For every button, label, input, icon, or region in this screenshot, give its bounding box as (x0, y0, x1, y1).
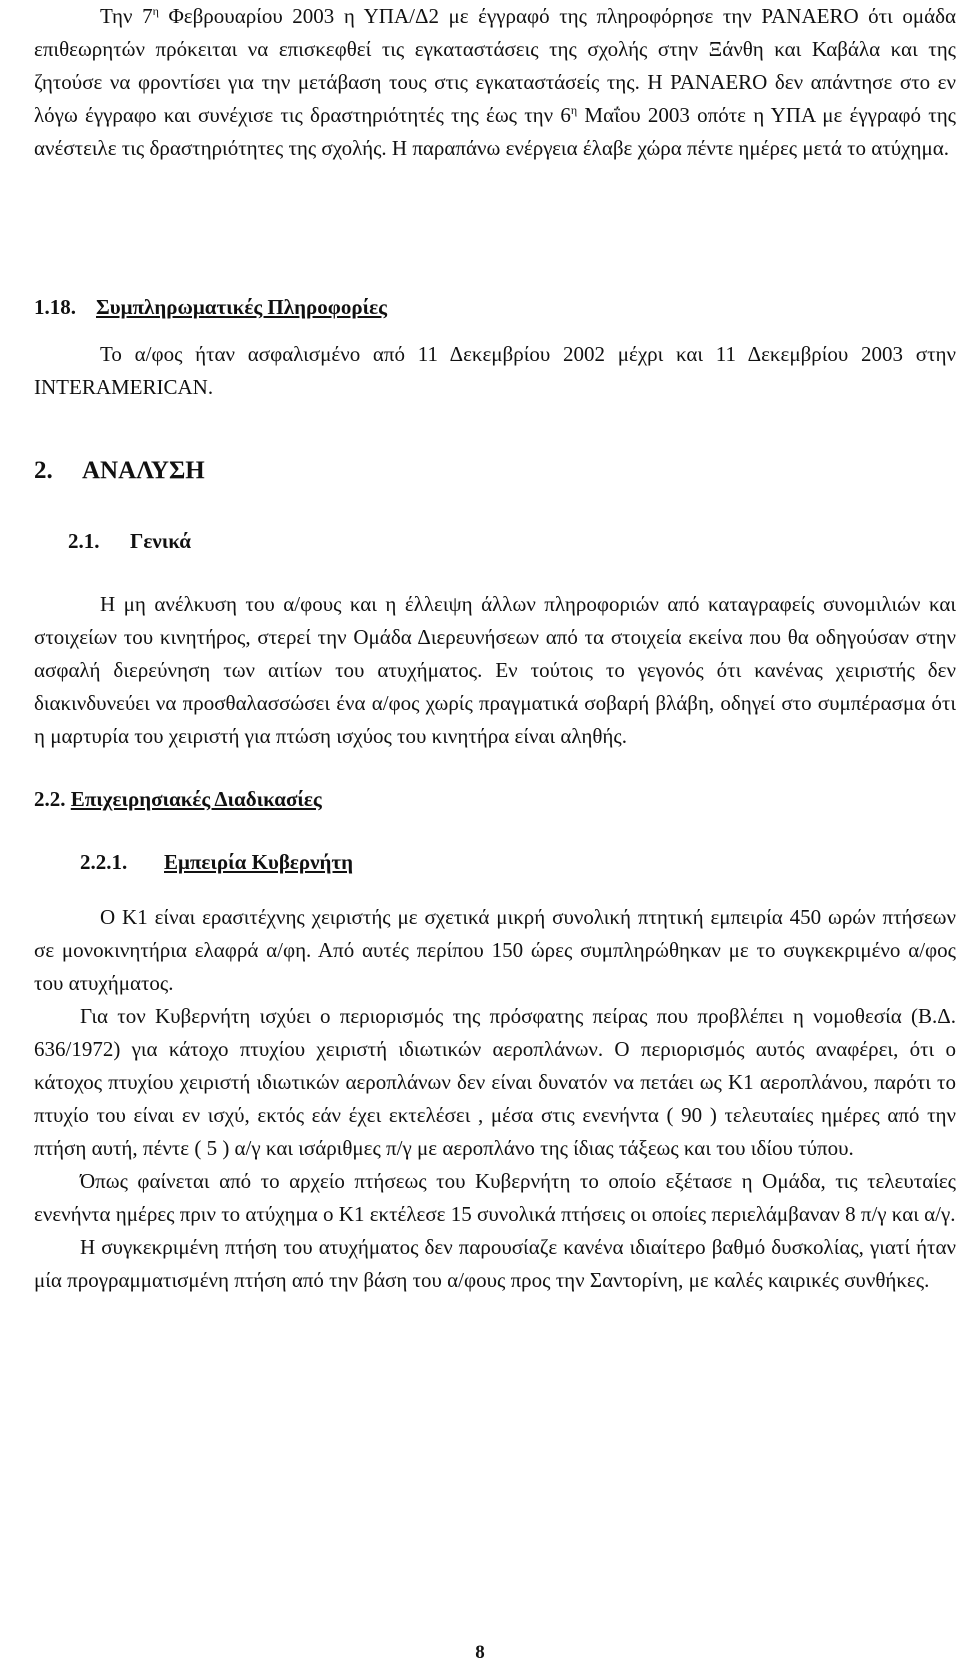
section-heading-2-1 (34, 525, 956, 558)
section-title: Συμπληρωματικές Πληροφορίες (96, 295, 387, 319)
section-title: Εμπειρία Κυβερνήτη (164, 850, 354, 874)
ordinal-superscript: η (152, 4, 159, 18)
section-heading-2 (34, 454, 956, 487)
section-2-2-1-paragraph-3: Όπως φαίνεται από το αρχείο πτήσεως του Κυβερνήτη το οποίο εξέτασε η Ομάδα, τις τελευταίες ενενήντα ημέρες πριν το ατύχημα ο Κ1 εκτέλεσε 15 συνολικά πτήσεις οι οποίες περιελάμβαναν 8 π/γ και α/γ. (34, 1169, 956, 1226)
section-number: 1.18. (34, 295, 76, 319)
document-page (34, 0, 956, 1678)
ordinal-superscript: η (570, 103, 578, 117)
section-heading-2-2 (34, 783, 956, 816)
section-title: Επιχειρησιακές Διαδικασίες (70, 787, 322, 811)
page-number: 8 (475, 1642, 485, 1663)
section-2-2-1-paragraph-1: Ο Κ1 είναι ερασιτέχνης χειριστής με σχετικά μικρή συνολική πτητική εμπειρία 450 ωρών πτήσεων σε μονοκινητήρια ελαφρά α/φη. Από αυτές περίπου 150 ώρες συμπληρώθηκαν με το συγκεκριμένο α/φος του ατυχήματος. (34, 905, 956, 995)
section-heading-1-18 (34, 291, 956, 324)
intro-paragraph (34, 0, 956, 165)
intro-text-b: Φεβρουαρίου 2003 η ΥΠΑ/Δ2 με έγγραφό της πληροφόρησε την PANAERO ότι ομάδα επιθεωρητών πρόκειται να επισκεφθεί τις εγκαταστάσεις της σχολής στην Ξάνθη και Καβάλα και της ζητούσε να φροντίσει για την μετάβαση τους στις εγκαταστάσείς της. Η PANAERO δεν απάντησε στο εν λόγω έγγραφο και συνέχισε τις δραστηριότητές της έως την 6 (34, 4, 956, 127)
section-title: ΑΝΑΛΥΣΗ (82, 457, 205, 484)
intro-text-a: Την 7 (100, 4, 153, 28)
section-number: 2. (34, 457, 53, 484)
section-2-1-text: Η μη ανέλκυση του α/φους και η έλλειψη άλλων πληροφοριών από καταγραφείς συνομιλιών και στοιχείων του κινητήρος, στερεί την Ομάδα Διερευνήσεων από τα στοιχεία εκείνα που θα οδηγούσαν στην ασφαλή διερεύνηση των αιτίων του ατυχήματος. Εν τούτοις το γεγονός ότι κανένας χειριστής δεν διακινδυνεύει να προσθαλασσώσει ένα α/φος χωρίς πραγματικά σοβαρή βλάβη, οδηγεί στο συμπέρασμα ότι η μαρτυρία του χειριστή για πτώση ισχύος του κινητήρα είναι αληθής. (34, 592, 956, 748)
section-title: Γενικά (130, 529, 192, 553)
section-heading-2-2-1 (34, 846, 956, 879)
spacer (34, 165, 956, 291)
section-number: 2.1. (68, 529, 100, 553)
section-1-18-text: Το α/φος ήταν ασφαλισμένο από 11 Δεκεμβρίου 2002 μέχρι και 11 Δεκεμβρίου 2003 στην INTERAMERICAN. (34, 342, 956, 399)
section-2-2-1-paragraph-4: Η συγκεκριμένη πτήση του ατυχήματος δεν παρουσίαζε κανένα ιδιαίτερο βαθμό δυσκολίας, γιατί ήταν μία προγραμματισμένη πτήση από την βάση του α/φους προς την Σαντορίνη, με καλές καιρικές συνθήκες. (34, 1235, 956, 1292)
section-number: 2.2. (34, 787, 66, 811)
section-2-2-1-paragraph-2: Για τον Κυβερνήτη ισχύει ο περιορισμός της πρόσφατης πείρας που προβλέπει η νομοθεσία (Β.Δ. 636/1972) για κάτοχο πτυχίου χειριστή ιδιωτικών αεροπλάνων. Ο περιορισμός αυτός αναφέρει, ότι ο κάτοχος πτυχίου χειριστή ιδιωτικών αεροπλάνων δεν είναι δυνατόν να πετάει ως Κ1 αεροπλάνου, παρότι το πτυχίο του είναι εν ισχύ, εκτός εάν έχει εκτελέσει , μέσα στις ενενήντα ( 90 ) τελευταίες ημέρες από την πτήση αυτή, πέντε ( 5 ) α/γ και ισάριθμες π/γ με αεροπλάνο της ίδιας τάξεως και του ιδίου τύπου. (34, 1004, 956, 1160)
section-number: 2.2.1. (80, 850, 128, 874)
intro-text-c: Μαΐου 2003 οπότε η ΥΠΑ με έγγραφό της ανέστειλε τις δραστηριότητες της σχολής. Η παραπάνω ενέργεια έλαβε χώρα πέντε ημέρες μετά το ατύχημα. (34, 103, 956, 160)
